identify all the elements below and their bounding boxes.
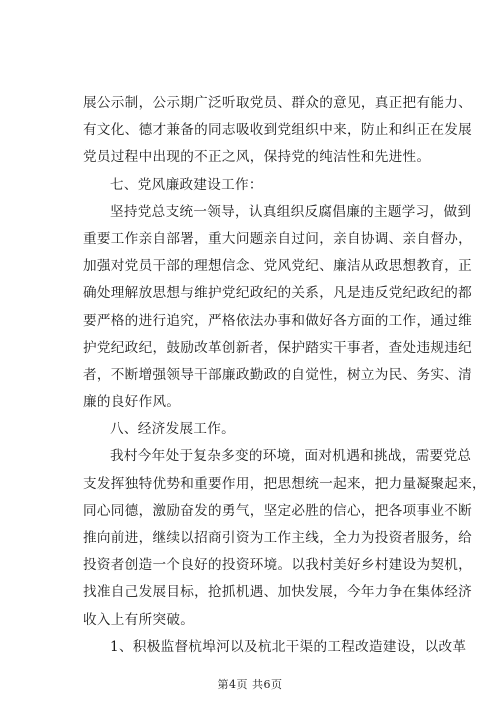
list-item-text: 1、积极监督杭埠河以及杭北干渠的工程改造建设，以改革 [110,638,467,655]
document-body [83,90,486,661]
text-line: 加强对党员干部的理想信念、党风党纪、廉洁从政思想教育，正 [83,258,473,275]
text-line: 者，不断增强领导干部廉政勤政的自觉性，树立为民、务实、清 [83,366,473,383]
page-number: 第4页 共6页 [217,678,283,691]
text-line: 收入上有所突破。 [83,611,195,628]
section-heading: 八、经济发展工作。 [110,421,236,438]
text-line: 推向前进，继续以招商引资为工作主线，全力为投资者服务，给 [83,530,473,546]
text-line: 找准自己发展目标，抢抓机遇、加快发展，今年力争在集体经济 [83,584,473,601]
text-line: 廉的良好作风。 [83,394,181,411]
section-heading: 七、党风廉政建设工作： [110,176,263,193]
text-line: 党员过程中出现的不正之风，保持党的纯洁性和先进性。 [83,149,431,166]
text-line: 我村今年处于复杂多变的环境，面对机遇和挑战，需要党总 [110,448,472,465]
text-line: 坚持党总支统一领导，认真组织反腐倡廉的主题学习，做到 [110,203,472,220]
text-line: 有文化、德才兼备的同志吸收到党组织中来，防止和纠正在发展 [83,122,473,139]
text-line: 投资者创造一个良好的投资环境。以我村美好乡村建设为契机， [83,557,473,574]
text-line: 重要工作亲自部署，重大问题亲自过问，亲自协调、亲自督办， [83,230,473,247]
text-line: 要严格的进行追究，严格依法办事和做好各方面的工作，通过维 [83,312,473,329]
text-line: 支发挥独特优势和重要作用，把思想统一起来，把力量凝聚起来， [83,475,486,492]
text-line: 确处理解放思想与维护党纪政纪的关系，凡是违反党纪政纪的都 [83,285,473,302]
text-line: 展公示制，公示期广泛听取党员、群众的意见，真正把有能力、 [83,95,473,111]
text-line: 护党纪政纪，鼓励改革创新者，保护踏实干事者，查处违规违纪 [83,339,473,356]
text-line: 同心同德，激励奋发的勇气，坚定必胜的信心，把各项事业不断 [83,502,473,519]
